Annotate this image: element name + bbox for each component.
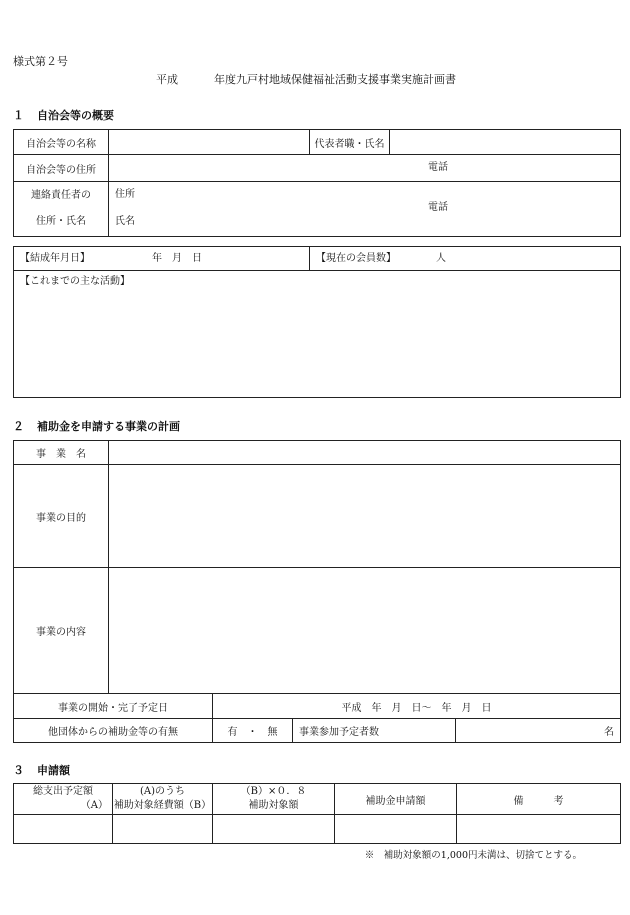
eligible-amount-field[interactable] (213, 815, 335, 844)
eligible-amount-header (213, 784, 335, 815)
section-3-title: 申請額 (37, 764, 70, 777)
remarks-field[interactable] (457, 815, 621, 844)
project-name-field[interactable] (109, 441, 621, 465)
contact-person-field[interactable] (109, 182, 621, 237)
association-phone-label: 電話 (428, 162, 448, 173)
eligible-amount-header-line1: （B）×０．８ (240, 786, 307, 797)
contact-name-label: 氏名 (115, 216, 135, 227)
association-name-field[interactable] (109, 130, 310, 155)
section-1-number: １ (13, 109, 24, 122)
founded-date-cell[interactable] (14, 247, 310, 271)
association-info-table (13, 129, 621, 237)
project-content-field[interactable] (109, 568, 621, 694)
representative-field[interactable] (390, 130, 621, 155)
project-content-label: 事業の内容 (14, 568, 109, 694)
section-1-title: 自治会等の概要 (37, 109, 114, 122)
other-subsidy-choice[interactable]: 有 ・ 無 (213, 719, 293, 743)
project-period-label: 事業の開始・完了予定日 (14, 694, 213, 719)
rounding-note: ※ 補助対象額の1,000円未満は、切捨てとする。 (364, 850, 582, 861)
remarks-header: 備 考 (457, 784, 621, 815)
project-period-field[interactable]: 平成 年 月 日〜 年 月 日 (213, 694, 621, 719)
total-expense-header (14, 784, 113, 815)
contact-phone-label: 電話 (428, 202, 448, 213)
form-number: 様式第２号 (13, 55, 68, 68)
application-amount-table (13, 783, 621, 844)
section-3-number: ３ (13, 764, 24, 777)
past-activities-label: 【これまでの主な活動】 (20, 276, 130, 287)
eligible-amount-header-line2: 補助対象額 (248, 800, 299, 811)
eligible-expense-header-line2: 補助対象経費額（B） (113, 800, 212, 811)
member-count-cell[interactable] (310, 247, 621, 271)
project-name-label: 事 業 名 (14, 441, 109, 465)
past-activities-field[interactable] (14, 271, 621, 398)
eligible-expense-header-line1: (A)のうち (139, 786, 186, 797)
project-purpose-label: 事業の目的 (14, 465, 109, 568)
total-expense-header-line1: 総支出予定額 (33, 786, 93, 797)
total-expense-header-line2: （A） (80, 800, 108, 811)
eligible-expense-field[interactable] (113, 815, 213, 844)
section-2-number: ２ (13, 420, 24, 433)
requested-amount-header: 補助金申請額 (335, 784, 457, 815)
participant-count-label: 事業参加予定者数 (293, 719, 456, 743)
document-title-era: 平成 (156, 73, 178, 86)
representative-label: 代表者職・氏名 (310, 130, 390, 155)
association-address-field[interactable] (109, 155, 621, 182)
participant-count-field[interactable]: 名 (456, 719, 621, 743)
section-1-heading (13, 110, 114, 121)
other-subsidy-label: 他団体からの補助金等の有無 (14, 719, 213, 743)
contact-person-label-line2: 住所・氏名 (36, 216, 86, 227)
founded-date-value: 年 月 日 (152, 253, 202, 264)
contact-person-label-line1: 連絡責任者の (31, 190, 91, 201)
association-name-label: 自治会等の名称 (14, 130, 109, 155)
contact-person-label (14, 182, 109, 237)
founded-date-label: 【結成年月日】 (20, 253, 90, 264)
association-activity-table (13, 246, 621, 398)
requested-amount-field[interactable] (335, 815, 457, 844)
association-address-label: 自治会等の住所 (14, 155, 109, 182)
project-purpose-field[interactable] (109, 465, 621, 568)
project-plan-table (13, 440, 621, 743)
section-2-heading (13, 421, 180, 432)
eligible-expense-header (113, 784, 213, 815)
contact-address-label: 住所 (115, 189, 135, 200)
total-expense-field[interactable] (14, 815, 113, 844)
member-count-label: 【現在の会員数】 (316, 253, 396, 264)
member-count-unit: 人 (436, 253, 446, 264)
section-2-title: 補助金を申請する事業の計画 (37, 420, 180, 433)
document-title-text: 年度九戸村地域保健福祉活動支援事業実施計画書 (214, 73, 456, 86)
section-3-heading (13, 765, 70, 776)
